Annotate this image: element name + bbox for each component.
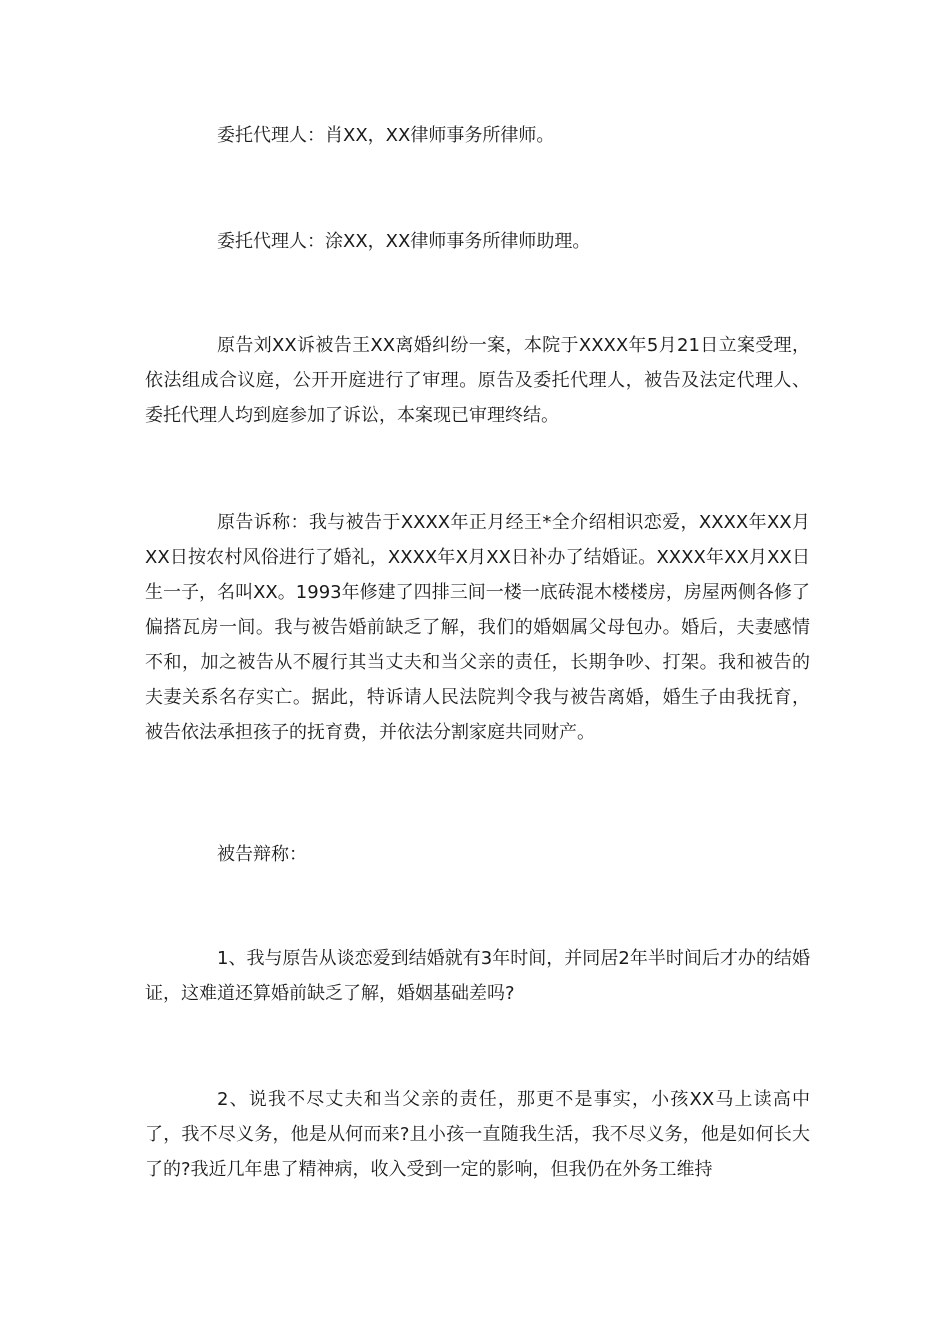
paragraph-agent-2: 委托代理人：涂XX，XX律师事务所律师助理。 xyxy=(217,231,591,252)
paragraph-agent-1: 委托代理人：肖XX，XX律师事务所律师。 xyxy=(217,125,555,146)
paragraph-defense-point-2: 2、说我不尽丈夫和当父亲的责任，那更不是事实，小孩XX马上读高中了，我不尽义务，他是从何而来?且小孩一直随我生活，我不尽义务，他是如何长大了的?我近几年患了精神病，收入受到一定的影响，但我仍在外务工维持 xyxy=(145,1089,810,1180)
paragraph-plaintiff-claim: 原告诉称：我与被告于XXXX年正月经王*全介绍相识恋爱，XXXX年XX月XX日按农村风俗进行了婚礼，XXXX年X月XX日补办了结婚证。XXXX年XX月XX日生一子，名叫XX。1993年修建了四排三间一楼一底砖混木楼楼房，房屋两侧各修了偏搭瓦房一间。我与被告婚前缺乏了解，我们的婚姻属父母包办。婚后，夫妻感情不和，加之被告从不履行其当丈夫和当父亲的责任，长期争吵、打架。我和被告的夫妻关系名存实亡。据此，特诉请人民法院判令我与被告离婚，婚生子由我抚育，被告依法承担孩子的抚育费，并依法分割家庭共同财产。 xyxy=(145,512,810,743)
paragraph-defendant-heading: 被告辩称： xyxy=(217,844,307,865)
paragraph-defense-point-1: 1、我与原告从谈恋爱到结婚就有3年时间，并同居2年半时间后才办的结婚证，这难道还算婚前缺乏了解，婚姻基础差吗? xyxy=(145,948,810,1004)
paragraph-case-intro: 原告刘XX诉被告王XX离婚纠纷一案，本院于XXXX年5月21日立案受理，依法组成合议庭，公开开庭进行了审理。原告及委托代理人，被告及法定代理人、委托代理人均到庭参加了诉讼，本案现已审理终结。 xyxy=(145,335,810,426)
